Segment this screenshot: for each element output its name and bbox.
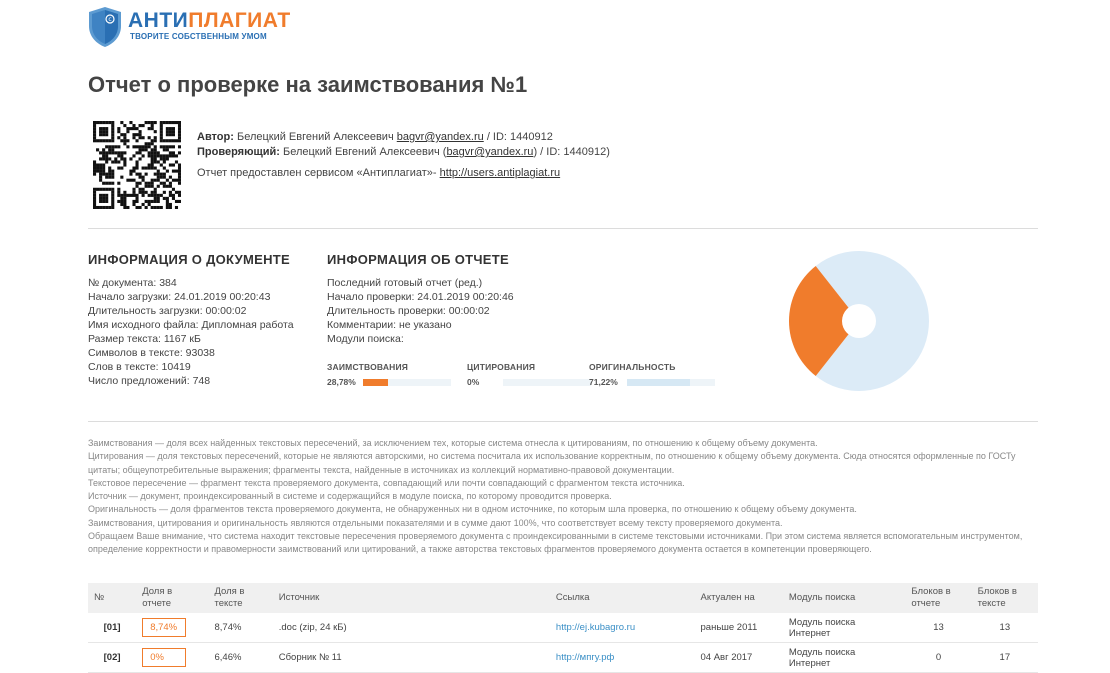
doc-info-line: Число предложений: 748 [88, 375, 211, 387]
doc-info-line: Слов в тексте: 10419 [88, 361, 191, 373]
doc-info-line: Начало загрузки: 24.01.2019 00:20:43 [88, 291, 271, 303]
checker-email-link[interactable]: bagvr@yandex.ru [446, 146, 534, 158]
page-title: Отчет о проверке на заимствования №1 [88, 72, 528, 97]
column-header-no: № [88, 583, 136, 613]
table-header-row [88, 583, 1038, 613]
metric-bar-track [627, 379, 715, 386]
blocks-text-cell: 17 [972, 643, 1038, 673]
divider [88, 421, 1038, 422]
checker-line: Проверяющий: Белецкий Евгений Алексеевич (bagvr@yandex.ru) / ID: 1440912) [197, 146, 610, 158]
logo-title: АНТИПЛАГИАТ [128, 9, 291, 32]
share-text-cell: 6,46% [208, 643, 272, 673]
service-line: Отчет предоставлен сервисом «Антиплагиат»- http://users.antiplagiat.ru [197, 167, 561, 179]
source-cell: .doc (zip, 24 кБ) [273, 613, 550, 643]
legend-paragraph: Заимствования, цитирования и оригинальность являются отдельными показателями и в сумме дают 100%, что соответствует всему тексту проверяемого документа. [88, 517, 783, 528]
module-cell: Модуль поиска Интернет [783, 643, 906, 673]
column-header-actual[interactable]: Актуален на [695, 583, 783, 613]
module-cell: Модуль поиска Интернет [783, 613, 906, 643]
donut-hole [842, 304, 876, 338]
service-link[interactable]: http://users.antiplagiat.ru [439, 167, 561, 179]
svg-text:c: c [108, 16, 112, 24]
actual-cell: раньше 2011 [695, 613, 783, 643]
report-info-line: Длительность проверки: 00:00:02 [327, 305, 490, 317]
sources-table [88, 583, 1038, 673]
blocks-report-cell: 13 [905, 613, 971, 643]
doc-info-line: Размер текста: 1167 кБ [88, 333, 201, 345]
source-link[interactable]: http://мпгу.рф [550, 643, 695, 673]
divider [88, 228, 1038, 229]
row-number: [02] [88, 643, 136, 673]
metric-borrowings [327, 362, 451, 387]
source-cell: Сборник № 11 [273, 643, 550, 673]
antiplagiat-logo-icon [88, 6, 122, 48]
legend-paragraph: Источник — документ, проиндексированный в системе и содержащийся в модуле поиска, по которому проводится проверка. [88, 491, 612, 502]
column-header-share-text[interactable]: Доля в тексте [208, 583, 272, 613]
metric-citations [467, 362, 591, 387]
legend-text-block [88, 437, 1033, 557]
actual-cell: 04 Авг 2017 [695, 643, 783, 673]
metric-value: 71,22% [589, 377, 618, 387]
report-info-line: Последний готовый отчет (ред.) [327, 277, 483, 289]
metric-bar-track [363, 379, 451, 386]
originality-donut-chart [788, 250, 930, 392]
blocks-text-cell: 13 [972, 613, 1038, 643]
column-header-blocks-text[interactable]: Блоков в тексте [972, 583, 1038, 613]
report-info-heading: ИНФОРМАЦИЯ ОБ ОТЧЕТЕ [327, 252, 509, 267]
author-email-link[interactable]: bagvr@yandex.ru [396, 131, 484, 143]
metric-label: ОРИГИНАЛЬНОСТЬ [589, 362, 676, 372]
doc-info-line: Символов в тексте: 93038 [88, 347, 215, 359]
legend-paragraph: Оригинальность — доля фрагментов текста проверяемого документа, не обнаруженных ни в одном источнике, по которым шла проверка, по отношению к общему объему документа. [88, 504, 857, 515]
share-text-cell: 8,74% [208, 613, 272, 643]
legend-paragraph: Обращаем Ваше внимание, что система находит текстовые пересечения проверяемого документа с проиндексированными в системе текстовыми источниками. При этом система является вспомогательным инструментом, определение корректности и правомерности заимствований или цитирований, а также авторства текстовых фрагментов проверяемого документа остается в компетенции проверяющего. [88, 531, 1023, 555]
legend-paragraph: Заимствования — доля всех найденных текстовых пересечений, за исключением тех, которые система отнесла к цитированиям, по отношению к общему объему документа. [88, 438, 818, 448]
doc-info-line: Длительность загрузки: 00:00:02 [88, 305, 247, 317]
report-info-line: Начало проверки: 24.01.2019 00:20:46 [327, 291, 514, 303]
doc-info-heading: ИНФОРМАЦИЯ О ДОКУМЕНТЕ [88, 252, 290, 267]
table-row[interactable] [88, 643, 1038, 673]
doc-info-line: № документа: 384 [88, 277, 177, 289]
column-header-link[interactable]: Ссылка [550, 583, 695, 613]
column-header-module[interactable]: Модуль поиска [783, 583, 906, 613]
row-number: [01] [88, 613, 136, 643]
column-header-source[interactable]: Источник [273, 583, 550, 613]
metric-originality [589, 362, 715, 387]
table-row[interactable] [88, 613, 1038, 643]
metric-value: 0% [467, 377, 480, 387]
metric-bar-track [503, 379, 591, 386]
metric-label: ЗАИМСТВОВАНИЯ [327, 362, 409, 372]
source-link[interactable]: http://ej.kubagro.ru [550, 613, 695, 643]
doc-info-line: Имя исходного файла: Дипломная работа [88, 319, 294, 331]
metric-label: ЦИТИРОВАНИЯ [467, 362, 536, 372]
author-line: Автор: Белецкий Евгений Алексеевич bagvr@yandex.ru / ID: 1440912 [197, 131, 553, 143]
metric-bar-fill [363, 379, 388, 386]
report-info-list [327, 276, 514, 346]
legend-paragraph: Цитирования — доля текстовых пересечений, которые не являются авторскими, но система посчитала их использование корректным, по отношению к общему объему документа. Сюда относятся оформленные по ГОСТу цитаты; общеупотребительные выражения; фрагменты текста, найденные в источниках из коллекций нормативно-правовой документации. [88, 451, 1016, 475]
column-header-share-report[interactable]: Доля в отчете [136, 583, 208, 613]
report-info-line: Комментарии: не указано [327, 319, 452, 331]
metric-value: 28,78% [327, 377, 356, 387]
report-info-line: Модули поиска: [327, 333, 404, 345]
metric-bar-fill [627, 379, 690, 386]
qr-code [93, 121, 181, 209]
legend-paragraph: Текстовое пересечение — фрагмент текста проверяемого документа, совпадающий или почти совпадающий с фрагментом текста источника. [88, 477, 685, 488]
share-report-badge: 8,74% [142, 618, 186, 637]
blocks-report-cell: 0 [905, 643, 971, 673]
doc-info-list [88, 276, 294, 388]
logo-slogan: ТВОРИТЕ СОБСТВЕННЫМ УМОМ [130, 32, 267, 41]
share-report-badge: 0% [142, 648, 186, 667]
column-header-blocks-report[interactable]: Блоков в отчете [905, 583, 971, 613]
